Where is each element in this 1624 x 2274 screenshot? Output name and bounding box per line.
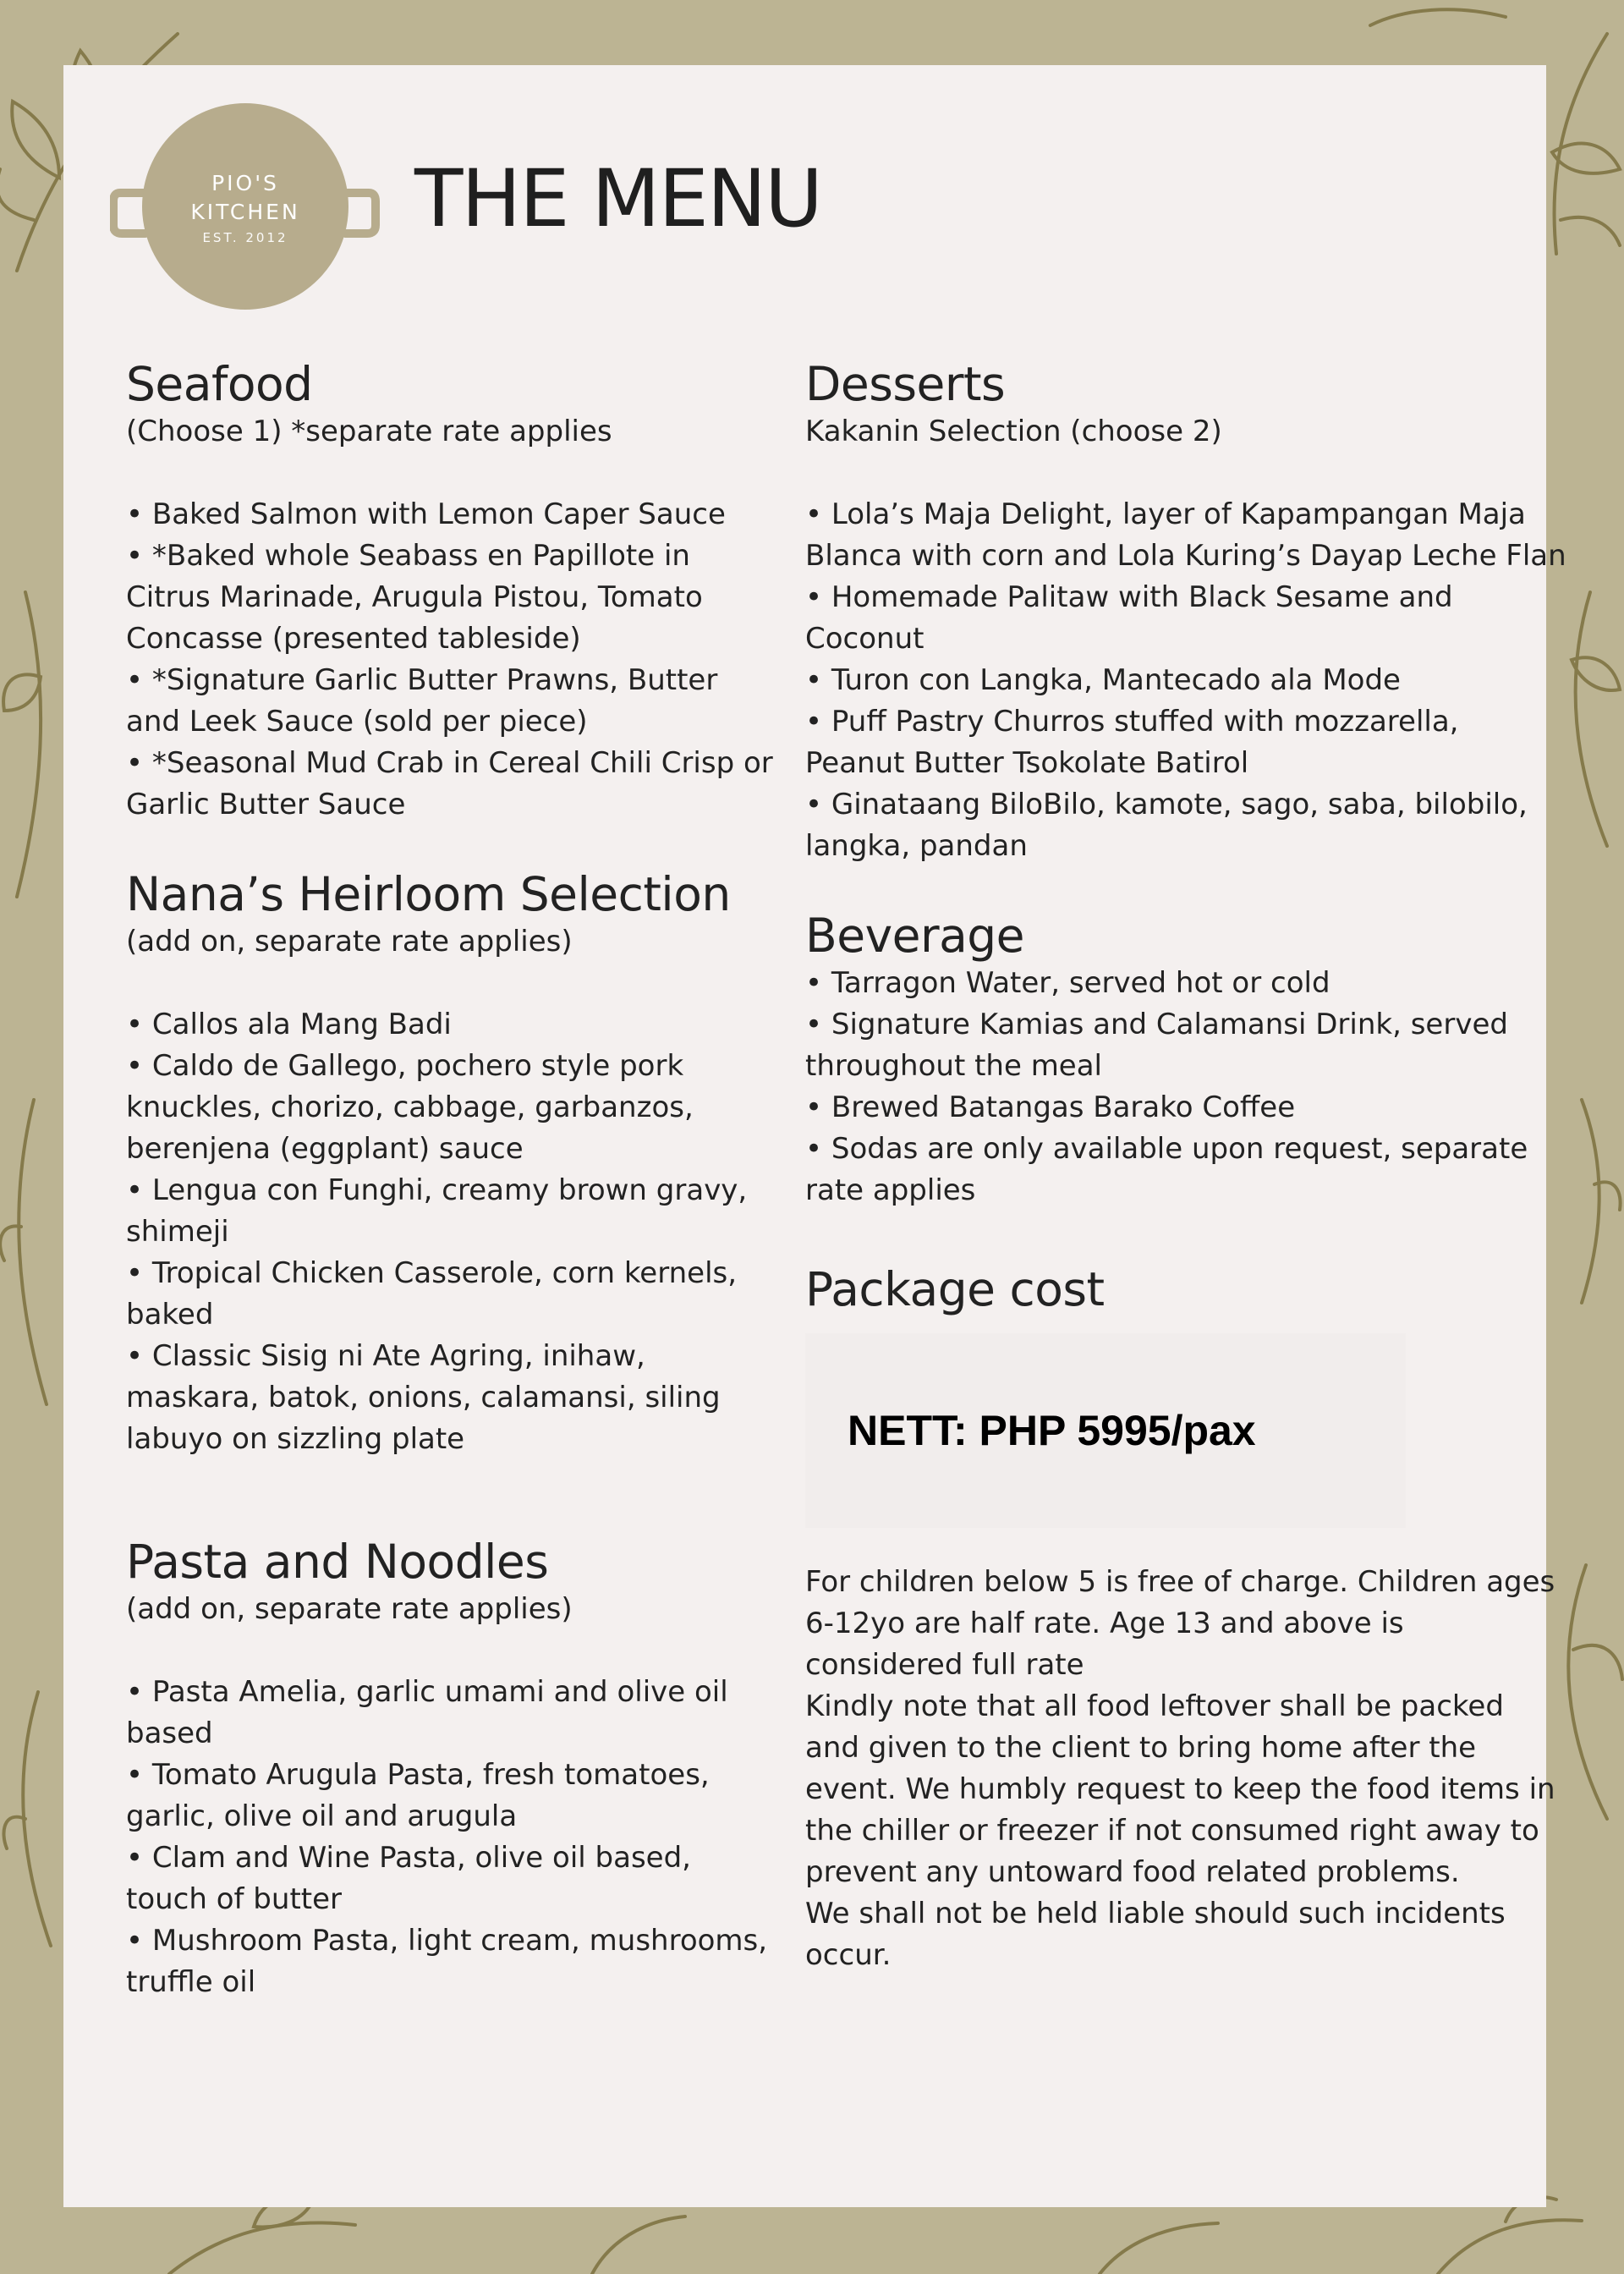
list-item: • Tarragon Water, served hot or cold (805, 966, 1330, 1000)
heirloom-list (126, 1004, 777, 1460)
leftover-note: Kindly note that all food leftover shall be packed and given to the client to bring home after the event. We humbly request to keep the food items in the chiller or freezer if not consumed right away to prevent any untoward food related problems. (805, 1689, 1555, 1889)
logo-text (190, 169, 300, 249)
list-item: • Lengua con Funghi, creamy brown gravy, shimeji (126, 1173, 748, 1249)
list-item: • Puff Pastry Churros stuffed with mozzarella, Peanut Butter Tsokolate Batirol (805, 705, 1459, 780)
list-item: • Callos ala Mang Badi (126, 1008, 452, 1041)
price-box (805, 1333, 1406, 1528)
logo-line-name: PIO'S (211, 171, 279, 195)
seafood-list (126, 494, 777, 826)
list-item: • Baked Salmon with Lemon Caper Sauce (126, 497, 726, 531)
list-item: • Signature Kamias and Calamansi Drink, served throughout the meal (805, 1008, 1508, 1083)
heirloom-title: Nana’s Heirloom Selection (126, 867, 731, 921)
liability-note: We shall not be held liable should such incidents occur. (805, 1897, 1506, 1972)
list-item: • Ginataang BiloBilo, kamote, sago, saba, bilobilo, langka, pandan (805, 788, 1528, 863)
left-column (126, 357, 777, 2003)
heirloom-subtitle: (add on, separate rate applies) (126, 925, 573, 958)
package-section (805, 1262, 1566, 1976)
list-item: • *Baked whole Seabass en Papillote in Citrus Marinade, Arugula Pistou, Tomato Concasse (presented tableside) (126, 539, 703, 656)
seafood-section (126, 357, 777, 826)
beverage-title: Beverage (805, 909, 1025, 963)
pasta-section (126, 1535, 777, 2003)
pasta-title: Pasta and Noodles (126, 1535, 549, 1589)
list-item: • Tomato Arugula Pasta, fresh tomatoes, garlic, olive oil and arugula (126, 1758, 710, 1833)
list-item: • Classic Sisig ni Ate Agring, inihaw, maskara, batok, onions, calamansi, siling labuyo on sizzling plate (126, 1339, 721, 1456)
list-item: • Sodas are only available upon request, separate rate applies (805, 1132, 1528, 1207)
list-item: • Lola’s Maja Delight, layer of Kapampangan Maja Blanca with corn and Lola Kuring’s Dayap Leche Flan (805, 497, 1566, 573)
list-item: • Caldo de Gallego, pochero style pork knuckles, chorizo, cabbage, garbanzos, berenjena (eggplant) sauce (126, 1049, 694, 1166)
desserts-title: Desserts (805, 357, 1006, 411)
menu-card (63, 65, 1566, 2207)
leaf-sprig-left-edge (0, 592, 51, 1946)
seafood-title: Seafood (126, 357, 313, 411)
leaf-sprig-bottom (169, 2196, 1582, 2274)
list-item: • Homemade Palitaw with Black Sesame and Coconut (805, 580, 1453, 656)
pios-kitchen-logo (110, 102, 381, 311)
list-item: • *Signature Garlic Butter Prawns, Butter and Leek Sauce (sold per piece) (126, 663, 718, 739)
desserts-section (805, 357, 1566, 867)
beverage-list (805, 963, 1566, 1211)
page-title: THE MENU (414, 153, 821, 245)
logo-line-established: EST. 2012 (202, 230, 288, 245)
seafood-subtitle: (Choose 1) *separate rate applies (126, 415, 612, 448)
list-item: • Turon con Langka, Mantecado ala Mode (805, 663, 1401, 697)
list-item: • Pasta Amelia, garlic umami and olive oil based (126, 1675, 728, 1750)
children-rate-note: For children below 5 is free of charge. Children ages 6-12yo are half rate. Age 13 and above is considered full rate (805, 1565, 1555, 1682)
pasta-list (126, 1672, 777, 2003)
list-item: • Brewed Batangas Barako Coffee (805, 1090, 1296, 1124)
list-item: • *Seasonal Mud Crab in Cereal Chili Crisp or Garlic Butter Sauce (126, 746, 773, 821)
logo-line-kitchen: KITCHEN (190, 200, 300, 224)
desserts-list (805, 494, 1566, 867)
list-item: • Clam and Wine Pasta, olive oil based, touch of butter (126, 1841, 691, 1916)
list-item: • Tropical Chicken Casserole, corn kernels, baked (126, 1256, 738, 1332)
right-column (805, 357, 1566, 1976)
beverage-section (805, 909, 1566, 1211)
list-item: • Mushroom Pasta, light cream, mushrooms, truffle oil (126, 1924, 768, 1999)
package-title: Package cost (805, 1262, 1105, 1316)
desserts-subtitle: Kakanin Selection (choose 2) (805, 415, 1222, 448)
package-price: NETT: PHP 5995/pax (848, 1407, 1256, 1454)
leaf-sprig-right-edge (1568, 592, 1622, 1819)
heirloom-section (126, 867, 777, 1460)
pasta-subtitle: (add on, separate rate applies) (126, 1592, 573, 1626)
